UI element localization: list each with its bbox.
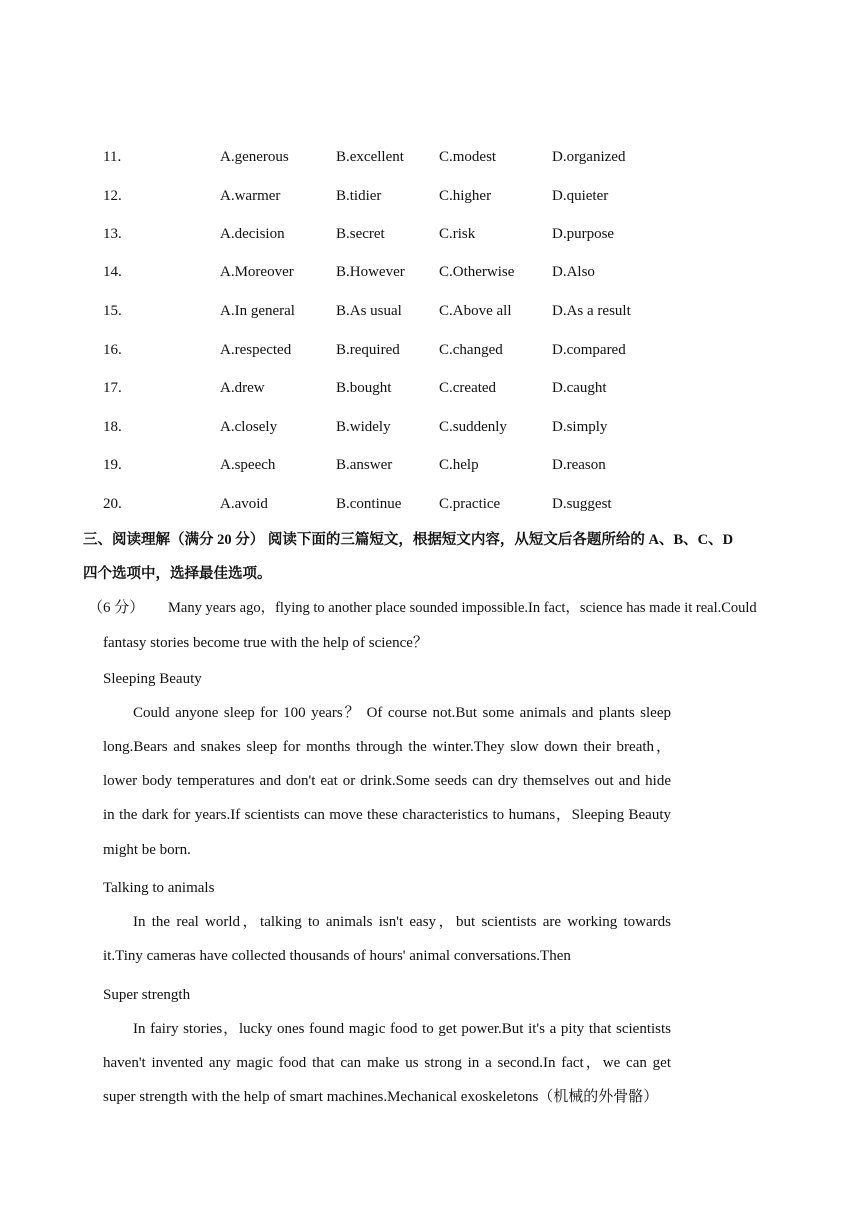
question-number: 19. [103, 457, 122, 473]
question-row-13 [0, 224, 868, 244]
paragraph-line: might be born. [103, 842, 191, 858]
section-title-talking-to-animals: Talking to animals [103, 880, 215, 896]
passage-intro-line: Many years ago，flying to another place sounded impossible.In fact，science has made it real.Could [168, 600, 757, 616]
paragraph-line: lower body temperatures and don't eat or drink.Some seeds can dry themselves out and hide [103, 773, 671, 789]
paragraph-line: In fairy stories，lucky ones found magic food to get power.But it's a pity that scientists [133, 1021, 671, 1037]
option-b: B.As usual [336, 303, 402, 319]
option-d: D.As a result [552, 303, 631, 319]
section-heading-continued: 四个选项中，选择最佳选项。 [83, 566, 272, 582]
option-b: B.required [336, 342, 400, 358]
option-a: A.speech [220, 457, 276, 473]
option-c: C.higher [439, 188, 492, 204]
option-c: C.practice [439, 496, 501, 512]
paragraph-line: in the dark for years.If scientists can move these characteristics to humans，Sleeping Beauty [103, 807, 671, 823]
option-d: D.purpose [552, 226, 615, 242]
option-b: B.continue [336, 496, 402, 512]
option-d: D.compared [552, 342, 626, 358]
paragraph-line: it.Tiny cameras have collected thousands of hours' animal conversations.Then [103, 948, 571, 964]
option-d: D.organized [552, 149, 626, 165]
option-a: A.Moreover [220, 264, 294, 280]
option-c: C.suddenly [439, 419, 507, 435]
option-a: A.warmer [220, 188, 281, 204]
question-row-19 [0, 455, 868, 475]
passage-intro-line: fantasy stories become true with the help of science？ [103, 635, 428, 651]
question-number: 15. [103, 303, 122, 319]
question-row-17 [0, 378, 868, 398]
option-a: A.In general [220, 303, 295, 319]
option-b: B.secret [336, 226, 385, 242]
option-d: D.suggest [552, 496, 612, 512]
option-b: B.widely [336, 419, 391, 435]
question-number: 12. [103, 188, 122, 204]
option-a: A.decision [220, 226, 285, 242]
option-b: B.bought [336, 380, 392, 396]
option-d: D.reason [552, 457, 606, 473]
question-row-20 [0, 494, 868, 514]
question-number: 16. [103, 342, 122, 358]
paragraph-line: long.Bears and snakes sleep for months through the winter.They slow down their breath， [103, 739, 671, 755]
option-c: C.help [439, 457, 479, 473]
passage-score: （6 分） [88, 600, 145, 616]
option-c: C.Above all [439, 303, 512, 319]
paragraph-line: Could anyone sleep for 100 years？ Of course not.But some animals and plants sleep [133, 705, 671, 721]
option-a: A.avoid [220, 496, 268, 512]
option-b: B.tidier [336, 188, 382, 204]
option-c: C.changed [439, 342, 503, 358]
option-b: B.excellent [336, 149, 404, 165]
option-d: D.caught [552, 380, 607, 396]
paragraph-line: super strength with the help of smart machines.Mechanical exoskeletons（机械的外骨骼） [103, 1089, 659, 1105]
section-title-sleeping-beauty: Sleeping Beauty [103, 671, 202, 687]
question-row-18 [0, 417, 868, 437]
question-number: 11. [103, 149, 122, 165]
question-row-16 [0, 340, 868, 360]
paragraph-line: haven't invented any magic food that can make us strong in a second.In fact，we can get [103, 1055, 671, 1071]
question-number: 18. [103, 419, 122, 435]
question-row-15 [0, 301, 868, 321]
option-d: D.quieter [552, 188, 609, 204]
question-row-14 [0, 262, 868, 282]
question-number: 13. [103, 226, 122, 242]
option-d: D.Also [552, 264, 595, 280]
question-row-11 [0, 147, 868, 167]
option-c: C.Otherwise [439, 264, 515, 280]
question-number: 20. [103, 496, 122, 512]
question-number: 14. [103, 264, 122, 280]
option-a: A.generous [220, 149, 289, 165]
question-number: 17. [103, 380, 122, 396]
option-b: B.answer [336, 457, 393, 473]
option-c: C.modest [439, 149, 497, 165]
section-heading: 三、阅读理解（满分 20 分） 阅读下面的三篇短文，根据短文内容，从短文后各题所给的 A、B、C、D [83, 532, 734, 548]
option-a: A.closely [220, 419, 278, 435]
option-a: A.respected [220, 342, 292, 358]
question-row-12 [0, 186, 868, 206]
paragraph-line: In the real world，talking to animals isn't easy，but scientists are working towards [133, 914, 671, 930]
section-title-super-strength: Super strength [103, 987, 191, 1003]
option-a: A.drew [220, 380, 265, 396]
option-d: D.simply [552, 419, 608, 435]
option-c: C.risk [439, 226, 476, 242]
option-b: B.However [336, 264, 405, 280]
option-c: C.created [439, 380, 497, 396]
